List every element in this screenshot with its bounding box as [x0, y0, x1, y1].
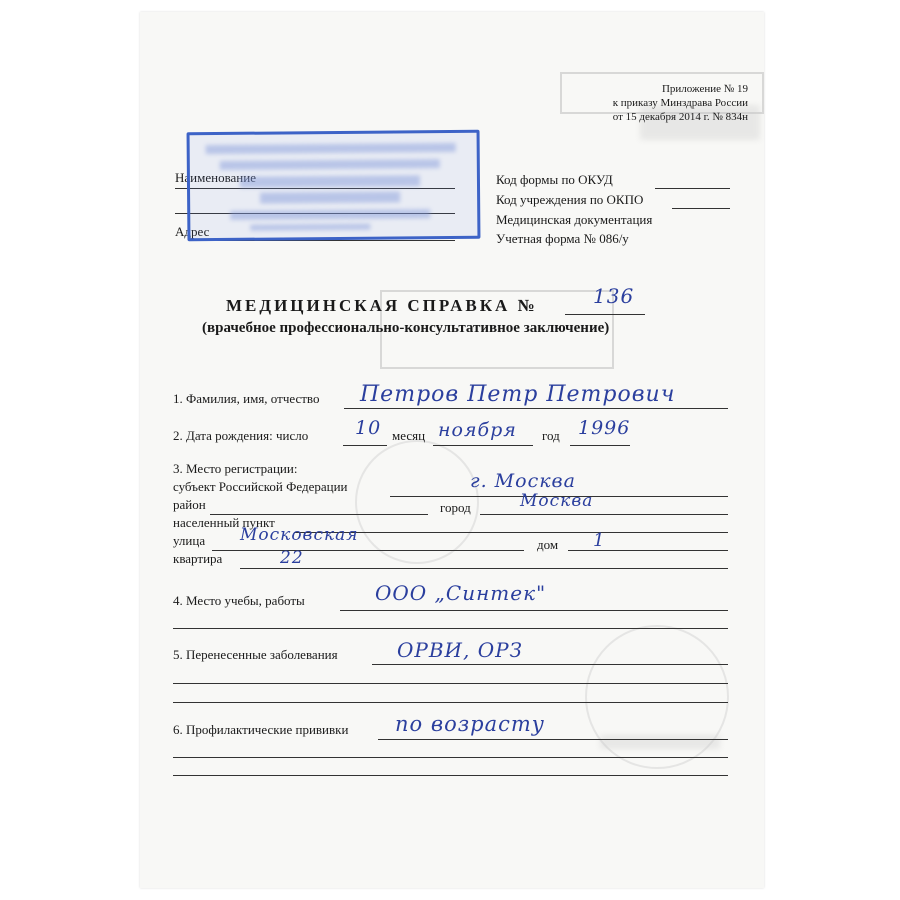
- med-doc-label: Медицинская документация: [496, 212, 653, 227]
- work-line: [340, 610, 728, 611]
- vaccines-line: [378, 739, 728, 740]
- faint-blot-lower: [600, 735, 720, 749]
- dob-year-line: [570, 445, 630, 446]
- stamp-text-blur-6: [250, 224, 370, 231]
- diseases-line: [372, 664, 728, 665]
- org-name-label: Наименование: [175, 170, 256, 185]
- document-subtitle: (врачебное профессионально-консультативное заключение): [202, 320, 610, 336]
- vaccines-value: по возрасту: [395, 712, 545, 736]
- street-value: Московская: [240, 525, 359, 545]
- city-label: город: [440, 500, 471, 515]
- settlement-line: [294, 532, 728, 533]
- fio-label: 1. Фамилия, имя, отчество: [173, 391, 320, 406]
- subject-label: субъект Российской Федерации: [173, 479, 348, 494]
- flat-label: квартира: [173, 551, 223, 566]
- diseases-value: ОРВИ, ОРЗ: [397, 638, 524, 662]
- dob-year-value: 1996: [578, 417, 631, 439]
- street-label: улица: [173, 533, 206, 548]
- diseases-line-3: [173, 702, 728, 703]
- dob-month-line: [433, 445, 533, 446]
- vaccines-line-3: [173, 775, 728, 776]
- stamp-text-blur-1: [206, 143, 456, 154]
- house-line: [568, 550, 728, 551]
- flat-line: [240, 568, 728, 569]
- dob-month-value: ноября: [438, 419, 517, 441]
- document-title: МЕДИЦИНСКАЯ СПРАВКА №: [226, 296, 538, 315]
- dob-month-label: месяц: [392, 428, 426, 443]
- stamp-text-blur-5: [230, 209, 430, 220]
- work-value: ООО „Синтек": [375, 581, 547, 605]
- appendix-line-2: к приказу Минздрава России: [612, 97, 748, 109]
- certificate-number: 136: [593, 284, 635, 308]
- district-label: район: [173, 497, 206, 512]
- dob-day-line: [343, 445, 387, 446]
- dob-label: 2. Дата рождения: число: [173, 428, 309, 443]
- diseases-label: 5. Перенесенные заболевания: [173, 647, 338, 662]
- okpo-label: Код учреждения по ОКПО: [496, 192, 644, 207]
- appendix-line-3: от 15 декабря 2014 г. № 834н: [612, 111, 748, 123]
- house-label: дом: [537, 537, 559, 552]
- house-value: 1: [593, 530, 606, 551]
- stamp-text-blur-3: [240, 175, 420, 188]
- okud-label: Код формы по ОКУД: [496, 172, 613, 187]
- city-line: [480, 514, 728, 515]
- account-form-label: Учетная форма № 086/у: [496, 231, 629, 246]
- fio-line: [344, 408, 728, 409]
- registration-label: 3. Место регистрации:: [173, 461, 298, 476]
- fio-value: Петров Петр Петрович: [360, 382, 676, 407]
- appendix-line-1: Приложение № 19: [661, 83, 748, 95]
- settlement-label: населенный пункт: [173, 515, 275, 530]
- subject-value: г. Москва: [470, 470, 576, 492]
- vaccines-label: 6. Профилактические прививки: [173, 722, 349, 737]
- diseases-line-2: [173, 683, 728, 684]
- dob-year-label: год: [542, 428, 560, 443]
- stamp-text-blur-2: [220, 159, 440, 170]
- work-line-2: [173, 628, 728, 629]
- dob-day-value: 10: [355, 417, 382, 439]
- title-number-line: [565, 314, 645, 315]
- flat-value: 22: [280, 548, 304, 568]
- okud-line: [655, 188, 730, 189]
- street-line: [212, 550, 524, 551]
- org-address-label: Адрес: [175, 224, 210, 239]
- vaccines-line-2: [173, 757, 728, 758]
- organization-stamp: [187, 130, 481, 242]
- okpo-line: [672, 208, 730, 209]
- stamp-text-blur-4: [260, 191, 400, 203]
- work-label: 4. Место учебы, работы: [173, 593, 305, 608]
- city-value: Москва: [520, 491, 594, 511]
